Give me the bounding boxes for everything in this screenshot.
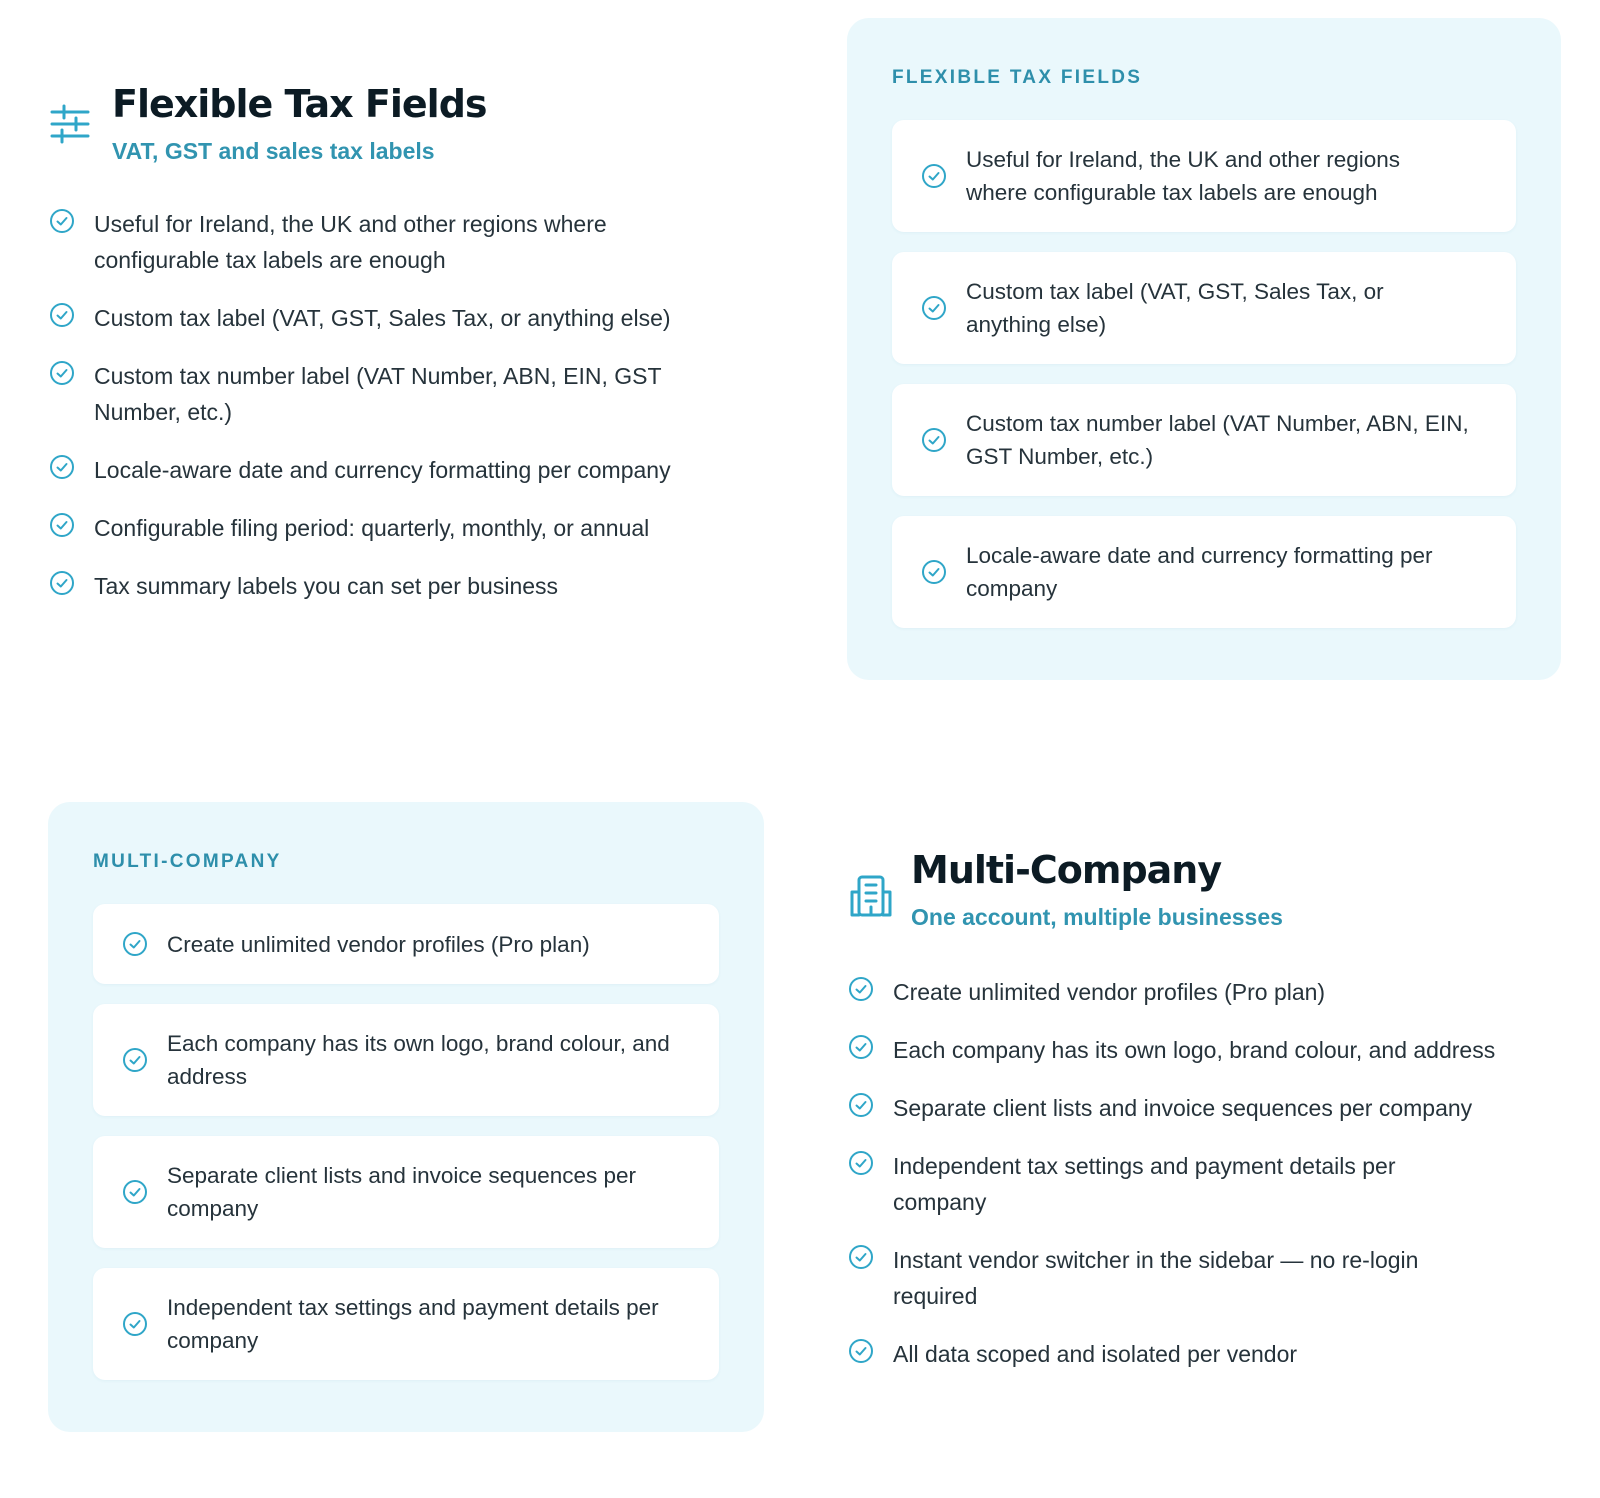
building-icon (847, 872, 895, 920)
list-item-text: Useful for Ireland, the UK and other regions where configurable tax labels are enough (94, 211, 607, 273)
card-text: Custom tax label (VAT, GST, Sales Tax, or anything else) (966, 279, 1384, 337)
check-circle-icon (847, 1033, 875, 1061)
company-feature-header (847, 846, 1567, 932)
list-item-text: Locale-aware date and currency formatting per company (94, 457, 671, 483)
list-item (48, 452, 758, 488)
feature-card (892, 252, 1516, 364)
card-text: Independent tax settings and payment details per company (167, 1295, 659, 1353)
feature-card (892, 120, 1516, 232)
list-item-text: Configurable filing period: quarterly, monthly, or annual (94, 515, 650, 541)
list-item (48, 510, 758, 546)
card-text: Each company has its own logo, brand colour, and address (167, 1031, 670, 1089)
list-item (48, 568, 758, 604)
check-circle-icon (48, 453, 76, 481)
list-item-text: Instant vendor switcher in the sidebar — no re-login required (893, 1247, 1419, 1309)
feature-card (93, 904, 719, 984)
check-circle-icon (847, 1337, 875, 1365)
company-feature-subtitle: One account, multiple businesses (911, 904, 1283, 930)
list-item-text: Tax summary labels you can set per business (94, 573, 559, 599)
card-text: Create unlimited vendor profiles (Pro plan) (167, 931, 590, 957)
check-circle-icon (847, 1091, 875, 1119)
feature-card (93, 1136, 719, 1248)
check-circle-icon (121, 930, 149, 958)
card-text: Locale-aware date and currency formatting per company (966, 543, 1433, 601)
card-text: Useful for Ireland, the UK and other regions where configurable tax labels are enough (966, 147, 1400, 205)
check-circle-icon (121, 1310, 149, 1338)
list-item (847, 1336, 1567, 1372)
company-panel (48, 802, 764, 1432)
check-circle-icon (920, 162, 948, 190)
list-item (847, 1242, 1507, 1314)
feature-card (93, 1004, 719, 1116)
company-feature-section (847, 846, 1567, 1394)
check-circle-icon (847, 1149, 875, 1177)
tax-card-list (892, 120, 1516, 628)
check-circle-icon (847, 1243, 875, 1271)
check-circle-icon (121, 1178, 149, 1206)
tax-panel-heading: FLEXIBLE TAX FIELDS (892, 67, 1143, 88)
company-feature-list (847, 974, 1567, 1372)
tax-feature-section (48, 80, 758, 626)
check-circle-icon (847, 975, 875, 1003)
company-feature-title: Multi-Company (911, 848, 1222, 892)
tax-panel (847, 18, 1561, 680)
list-item-text: All data scoped and isolated per vendor (893, 1341, 1298, 1367)
list-item (48, 300, 758, 336)
list-item (48, 358, 728, 430)
check-circle-icon (920, 294, 948, 322)
list-item (48, 206, 688, 278)
list-item-text: Each company has its own logo, brand colour, and address (893, 1037, 1496, 1063)
tax-feature-title: Flexible Tax Fields (112, 82, 487, 126)
list-item-text: Custom tax number label (VAT Number, ABN, EIN, GST Number, etc.) (94, 363, 662, 425)
check-circle-icon (920, 426, 948, 454)
list-item-text: Create unlimited vendor profiles (Pro plan) (893, 979, 1326, 1005)
check-circle-icon (48, 511, 76, 539)
list-item-text: Custom tax label (VAT, GST, Sales Tax, or anything else) (94, 305, 671, 331)
check-circle-icon (48, 301, 76, 329)
check-circle-icon (48, 569, 76, 597)
list-item (847, 974, 1567, 1010)
tax-feature-subtitle: VAT, GST and sales tax labels (112, 138, 435, 164)
feature-card (892, 384, 1516, 496)
list-item-text: Independent tax settings and payment details per company (893, 1153, 1396, 1215)
feature-card (892, 516, 1516, 628)
company-panel-heading: MULTI-COMPANY (93, 851, 282, 872)
check-circle-icon (920, 558, 948, 586)
card-text: Custom tax number label (VAT Number, ABN, EIN, GST Number, etc.) (966, 411, 1469, 469)
check-circle-icon (121, 1046, 149, 1074)
card-text: Separate client lists and invoice sequences per company (167, 1163, 637, 1221)
feature-card (93, 1268, 719, 1380)
list-item (847, 1090, 1567, 1126)
check-circle-icon (48, 207, 76, 235)
check-circle-icon (48, 359, 76, 387)
sliders-icon (48, 102, 96, 150)
list-item (847, 1032, 1567, 1068)
company-card-list (93, 904, 719, 1380)
list-item-text: Separate client lists and invoice sequences per company (893, 1095, 1473, 1121)
tax-feature-list (48, 206, 758, 604)
tax-feature-header (48, 80, 758, 166)
list-item (847, 1148, 1487, 1220)
